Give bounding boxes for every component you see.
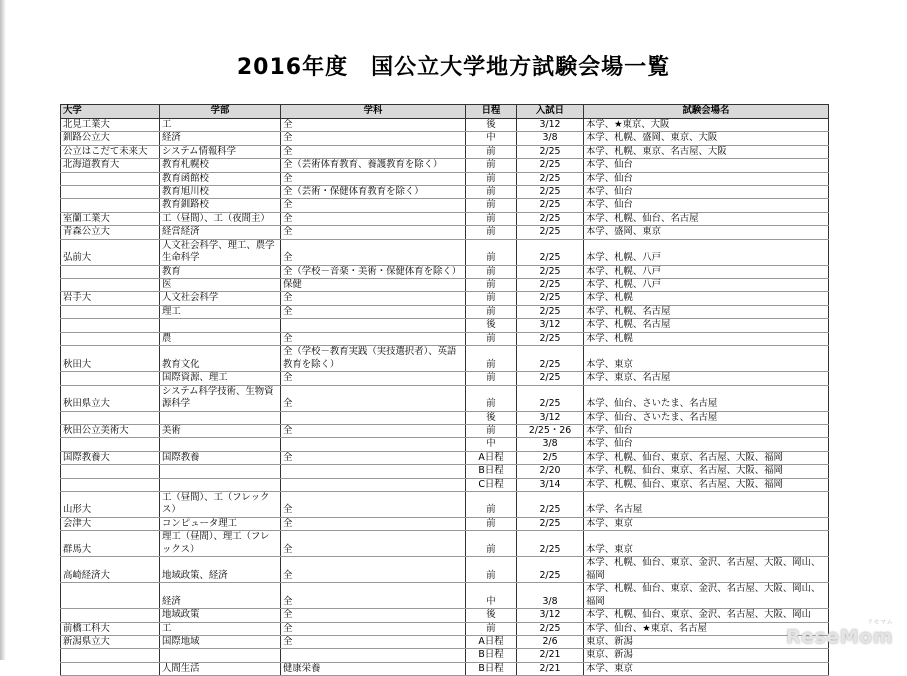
table-row: [61, 145, 829, 158]
cell-university: 新潟県立大: [61, 635, 160, 648]
cell-faculty: 美術: [160, 424, 281, 437]
resemom-logo-text: ReseMom: [786, 626, 893, 648]
table-row: [61, 649, 829, 662]
cell-schedule: 後: [466, 609, 517, 622]
cell-schedule: A日程: [466, 451, 517, 464]
cell-venue: 本学、札幌、盛岡、東京、大阪: [584, 132, 829, 145]
cell-venue: 本学、札幌、仙台、名古屋: [584, 212, 829, 225]
cell-university: [61, 172, 160, 185]
cell-venue: 東京、新潟: [584, 649, 829, 662]
table-row: [61, 609, 829, 622]
cell-university: [61, 265, 160, 278]
table-row: [61, 491, 829, 517]
cell-schedule: 前: [466, 199, 517, 212]
cell-department: 全: [281, 622, 466, 635]
cell-venue: 本学、★東京、大阪: [584, 119, 829, 132]
cell-exam-date: 2/21: [517, 649, 584, 662]
cell-department: 全: [281, 172, 466, 185]
cell-faculty: 教育: [160, 265, 281, 278]
table-row: [61, 662, 829, 675]
cell-faculty: コンピュータ理工: [160, 517, 281, 530]
cell-venue: 本学、札幌、仙台、東京、名古屋、大阪、福岡: [584, 478, 829, 491]
cell-venue: 本学、札幌、東京、名古屋、大阪: [584, 145, 829, 158]
cell-venue: 本学、名古屋: [584, 491, 829, 517]
table-row: [61, 346, 829, 372]
cell-university: 秋田公立美術大: [61, 424, 160, 437]
cell-venue: 本学、仙台: [584, 159, 829, 172]
cell-venue: 本学、東京: [584, 346, 829, 372]
table-row: [61, 226, 829, 239]
cell-exam-date: 2/25: [517, 159, 584, 172]
cell-faculty: 工: [160, 622, 281, 635]
cell-exam-date: 2/25: [517, 557, 584, 583]
cell-schedule: 前: [466, 265, 517, 278]
cell-schedule: 前: [466, 385, 517, 411]
cell-faculty: [160, 319, 281, 332]
cell-venue: 本学、札幌、名古屋: [584, 319, 829, 332]
cell-department: 全: [281, 583, 466, 609]
table-row: [61, 451, 829, 464]
cell-university: 高崎経済大: [61, 557, 160, 583]
cell-faculty: 地域政策: [160, 609, 281, 622]
cell-schedule: B日程: [466, 662, 517, 675]
cell-faculty: 農: [160, 332, 281, 345]
cell-department: 全: [281, 424, 466, 437]
cell-university: [61, 649, 160, 662]
cell-exam-date: 2/25: [517, 517, 584, 530]
cell-department: [281, 478, 466, 491]
table-row: [61, 212, 829, 225]
cell-venue: 本学、札幌、仙台、東京、名古屋、大阪、福岡: [584, 451, 829, 464]
cell-university: 北海道教育大: [61, 159, 160, 172]
cell-exam-date: 2/25: [517, 292, 584, 305]
page-edge-shadow: [0, 0, 6, 660]
cell-university: [61, 372, 160, 385]
cell-university: 会津大: [61, 517, 160, 530]
cell-university: [61, 305, 160, 318]
cell-university: 群馬大: [61, 531, 160, 557]
cell-exam-date: 3/8: [517, 438, 584, 451]
cell-faculty: 経済: [160, 132, 281, 145]
cell-schedule: 前: [466, 424, 517, 437]
table-row: [61, 438, 829, 451]
cell-faculty: 国際資源、理工: [160, 372, 281, 385]
cell-department: 全: [281, 557, 466, 583]
table-row: [61, 332, 829, 345]
cell-department: 全: [281, 132, 466, 145]
cell-faculty: 人文社会科学、理工、農学生命科学: [160, 239, 281, 265]
cell-venue: 本学、仙台、さいたま、名古屋: [584, 385, 829, 411]
cell-university: 釧路公立大: [61, 132, 160, 145]
table-row: [61, 265, 829, 278]
cell-university: 岩手大: [61, 292, 160, 305]
cell-university: 前橋工科大: [61, 622, 160, 635]
cell-exam-date: 2/25: [517, 199, 584, 212]
table-row: [61, 478, 829, 491]
table-row: [61, 583, 829, 609]
cell-exam-date: 2/25: [517, 186, 584, 199]
cell-schedule: 前: [466, 292, 517, 305]
cell-university: [61, 438, 160, 451]
cell-exam-date: 3/14: [517, 478, 584, 491]
cell-faculty: 人文社会科学: [160, 292, 281, 305]
cell-exam-date: 2/25・26: [517, 424, 584, 437]
cell-schedule: 前: [466, 491, 517, 517]
table-row: [61, 385, 829, 411]
resemom-logo: [786, 619, 893, 648]
cell-faculty: [160, 438, 281, 451]
cell-schedule: 前: [466, 517, 517, 530]
cell-venue: 本学、札幌、八戸: [584, 279, 829, 292]
table-row: [61, 186, 829, 199]
cell-faculty: [160, 478, 281, 491]
cell-schedule: 中: [466, 583, 517, 609]
cell-department: 全（学校－教育実践（実技選択者）、英語教育を除く）: [281, 346, 466, 372]
cell-exam-date: 2/21: [517, 662, 584, 675]
cell-venue: 本学、札幌、八戸: [584, 239, 829, 265]
cell-exam-date: 2/5: [517, 451, 584, 464]
cell-schedule: 前: [466, 346, 517, 372]
cell-venue: 本学、仙台: [584, 172, 829, 185]
cell-venue: 東京、新潟: [584, 635, 829, 648]
cell-department: [281, 438, 466, 451]
cell-schedule: 前: [466, 226, 517, 239]
column-header-exam-date: 入試日: [517, 105, 584, 119]
cell-exam-date: 2/20: [517, 465, 584, 478]
table-row: [61, 132, 829, 145]
cell-venue: 本学、仙台: [584, 424, 829, 437]
cell-schedule: 前: [466, 332, 517, 345]
cell-exam-date: 2/25: [517, 531, 584, 557]
exam-venue-table: [60, 104, 829, 676]
cell-department: 保健: [281, 279, 466, 292]
cell-faculty: 理工（昼間）、理工（フレックス）: [160, 531, 281, 557]
cell-schedule: C日程: [466, 478, 517, 491]
table-row: [61, 172, 829, 185]
column-header-schedule: 日程: [466, 105, 517, 119]
table-row: [61, 557, 829, 583]
cell-venue: 本学、札幌、八戸: [584, 265, 829, 278]
cell-schedule: 前: [466, 279, 517, 292]
cell-faculty: 工: [160, 119, 281, 132]
cell-schedule: 中: [466, 132, 517, 145]
cell-university: 室蘭工業大: [61, 212, 160, 225]
cell-exam-date: 2/25: [517, 372, 584, 385]
cell-exam-date: 3/8: [517, 583, 584, 609]
table-row: [61, 305, 829, 318]
cell-department: 全（芸術体育教育、養護教育を除く）: [281, 159, 466, 172]
cell-exam-date: 2/25: [517, 239, 584, 265]
cell-venue: 本学、東京、名古屋: [584, 372, 829, 385]
cell-department: 全（芸術・保健体育教育を除く）: [281, 186, 466, 199]
cell-venue: 本学、札幌、仙台、東京、金沢、名古屋、大阪、岡山: [584, 609, 829, 622]
cell-schedule: 前: [466, 531, 517, 557]
cell-university: 国際教養大: [61, 451, 160, 464]
table-row: [61, 531, 829, 557]
cell-university: [61, 332, 160, 345]
resemom-logo-kana: リセマム: [867, 619, 893, 626]
cell-department: [281, 411, 466, 424]
table-row: [61, 159, 829, 172]
cell-faculty: 経済: [160, 583, 281, 609]
cell-exam-date: 2/25: [517, 385, 584, 411]
cell-schedule: A日程: [466, 635, 517, 648]
table-row: [61, 292, 829, 305]
cell-venue: 本学、仙台: [584, 199, 829, 212]
cell-schedule: 中: [466, 438, 517, 451]
cell-department: 全: [281, 145, 466, 158]
cell-university: 秋田大: [61, 346, 160, 372]
cell-schedule: 後: [466, 119, 517, 132]
page-title: 2016年度 国公立大学地方試験会場一覧: [236, 55, 671, 80]
cell-department: [281, 319, 466, 332]
cell-department: 全: [281, 305, 466, 318]
table-row: [61, 411, 829, 424]
cell-exam-date: 3/12: [517, 609, 584, 622]
cell-exam-date: 2/25: [517, 212, 584, 225]
cell-university: 山形大: [61, 491, 160, 517]
table-row: [61, 622, 829, 635]
cell-schedule: 後: [466, 319, 517, 332]
cell-faculty: 工（昼間）、工（フレックス）: [160, 491, 281, 517]
cell-exam-date: 3/12: [517, 319, 584, 332]
cell-department: 全: [281, 385, 466, 411]
cell-department: 全: [281, 451, 466, 464]
table-row: [61, 239, 829, 265]
table-row: [61, 465, 829, 478]
cell-faculty: 教育文化: [160, 346, 281, 372]
table-row: [61, 635, 829, 648]
cell-exam-date: 3/8: [517, 132, 584, 145]
cell-venue: 本学、仙台、さいたま、名古屋: [584, 411, 829, 424]
cell-university: [61, 186, 160, 199]
cell-faculty: 国際地域: [160, 635, 281, 648]
cell-venue: 本学、札幌、名古屋: [584, 305, 829, 318]
table-row: [61, 279, 829, 292]
cell-university: [61, 411, 160, 424]
cell-department: 全: [281, 239, 466, 265]
cell-faculty: [160, 465, 281, 478]
cell-faculty: 地域政策、経済: [160, 557, 281, 583]
cell-schedule: 前: [466, 159, 517, 172]
cell-schedule: 前: [466, 305, 517, 318]
cell-university: 青森公立大: [61, 226, 160, 239]
cell-exam-date: 2/25: [517, 346, 584, 372]
cell-venue: 本学、仙台、★東京、名古屋: [584, 622, 829, 635]
cell-department: 全: [281, 517, 466, 530]
cell-university: 秋田県立大: [61, 385, 160, 411]
cell-department: 全: [281, 635, 466, 648]
table-row: [61, 517, 829, 530]
cell-university: 北見工業大: [61, 119, 160, 132]
cell-venue: 本学、仙台: [584, 438, 829, 451]
cell-exam-date: 2/25: [517, 145, 584, 158]
cell-schedule: 前: [466, 372, 517, 385]
cell-faculty: 教育釧路校: [160, 199, 281, 212]
cell-venue: 本学、東京: [584, 531, 829, 557]
cell-exam-date: 3/12: [517, 119, 584, 132]
cell-faculty: [160, 411, 281, 424]
cell-schedule: 前: [466, 186, 517, 199]
cell-faculty: 医: [160, 279, 281, 292]
cell-faculty: 教育函館校: [160, 172, 281, 185]
cell-schedule: 後: [466, 411, 517, 424]
cell-department: 全: [281, 212, 466, 225]
cell-department: 全: [281, 372, 466, 385]
cell-university: [61, 465, 160, 478]
cell-department: 全: [281, 609, 466, 622]
cell-schedule: B日程: [466, 465, 517, 478]
cell-venue: 本学、仙台: [584, 186, 829, 199]
cell-faculty: 経営経済: [160, 226, 281, 239]
cell-schedule: 前: [466, 557, 517, 583]
cell-exam-date: 2/25: [517, 226, 584, 239]
cell-department: 全: [281, 119, 466, 132]
cell-department: [281, 649, 466, 662]
cell-exam-date: 2/25: [517, 622, 584, 635]
cell-faculty: 教育旭川校: [160, 186, 281, 199]
cell-faculty: システム科学技術、生物資源科学: [160, 385, 281, 411]
cell-university: [61, 583, 160, 609]
cell-faculty: 国際教養: [160, 451, 281, 464]
cell-exam-date: 2/25: [517, 172, 584, 185]
table-row: [61, 319, 829, 332]
table-row: [61, 119, 829, 132]
cell-university: [61, 609, 160, 622]
cell-exam-date: 2/25: [517, 265, 584, 278]
cell-schedule: 前: [466, 212, 517, 225]
cell-faculty: 工（昼間）、工（夜間主）: [160, 212, 281, 225]
cell-department: 全: [281, 292, 466, 305]
cell-exam-date: 2/25: [517, 491, 584, 517]
cell-exam-date: 3/12: [517, 411, 584, 424]
column-header-university: 大学: [61, 105, 160, 119]
cell-university: [61, 478, 160, 491]
cell-venue: 本学、東京: [584, 517, 829, 530]
cell-faculty: [160, 649, 281, 662]
cell-schedule: 前: [466, 172, 517, 185]
cell-university: [61, 279, 160, 292]
column-header-venue: 試験会場名: [584, 105, 829, 119]
cell-university: 公立はこだて未来大: [61, 145, 160, 158]
cell-department: 健康栄養: [281, 662, 466, 675]
table-row: [61, 424, 829, 437]
cell-faculty: システム情報科学: [160, 145, 281, 158]
column-header-department: 学科: [281, 105, 466, 119]
cell-schedule: 前: [466, 239, 517, 265]
table-row: [61, 372, 829, 385]
table-header-row: [61, 105, 829, 119]
cell-department: 全: [281, 332, 466, 345]
cell-exam-date: 2/25: [517, 279, 584, 292]
cell-venue: 本学、札幌: [584, 332, 829, 345]
cell-university: [61, 199, 160, 212]
cell-venue: 本学、東京: [584, 662, 829, 675]
table-row: [61, 199, 829, 212]
cell-schedule: B日程: [466, 649, 517, 662]
cell-university: 弘前大: [61, 239, 160, 265]
cell-venue: 本学、札幌: [584, 292, 829, 305]
cell-venue: 本学、札幌、仙台、東京、名古屋、大阪、福岡: [584, 465, 829, 478]
cell-venue: 本学、札幌、仙台、東京、金沢、名古屋、大阪、岡山、福岡: [584, 583, 829, 609]
cell-department: 全: [281, 531, 466, 557]
cell-faculty: 理工: [160, 305, 281, 318]
cell-exam-date: 2/25: [517, 332, 584, 345]
cell-university: [61, 662, 160, 675]
cell-university: [61, 319, 160, 332]
cell-schedule: 前: [466, 145, 517, 158]
cell-schedule: 前: [466, 622, 517, 635]
column-header-faculty: 学部: [160, 105, 281, 119]
cell-venue: 本学、札幌、仙台、東京、金沢、名古屋、大阪、岡山、福岡: [584, 557, 829, 583]
cell-exam-date: 2/25: [517, 305, 584, 318]
cell-department: [281, 465, 466, 478]
cell-department: 全: [281, 491, 466, 517]
cell-venue: 本学、盛岡、東京: [584, 226, 829, 239]
cell-department: 全: [281, 226, 466, 239]
cell-faculty: 教育札幌校: [160, 159, 281, 172]
cell-exam-date: 2/6: [517, 635, 584, 648]
cell-department: 全: [281, 199, 466, 212]
cell-department: 全（学校－音楽・美術・保健体育を除く）: [281, 265, 466, 278]
cell-faculty: 人間生活: [160, 662, 281, 675]
